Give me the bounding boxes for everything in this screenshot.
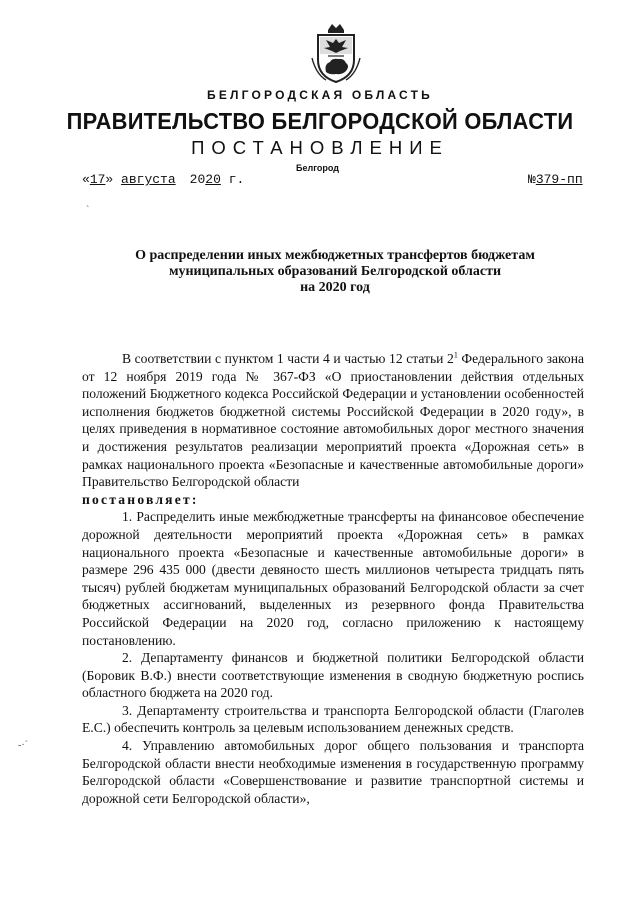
date-month: августа (121, 172, 176, 187)
paragraph-item-1: 1. Распределить иные межбюджетные трансферты на финансовое обеспечение дорожной деятельности мероприятий проекта «Дорожная сеть» в рамках национального проекта «Безопасные и качественные автомобильные дороги» в размере 296 435 000 (двести девяносто шесть миллионов четыреста тридцать пять тысяч) рублей бюджетам муниципальных образований Белгородской области за счет бюджетных ассигнований, выделенных из резервного фонда Правительства Российской Федерации на 2020 год, согласно приложению к настоящему постановлению. (82, 509, 584, 648)
paragraph-resolves (82, 491, 584, 509)
date-close-quote: » (105, 172, 114, 187)
date-year-prefix: 20 (189, 172, 206, 187)
coat-of-arms-emblem (306, 22, 366, 84)
document-type: ПОСТАНОВЛЕНИЕ (191, 137, 449, 158)
decree-date (82, 172, 244, 187)
city-name: Белгород (296, 163, 339, 173)
paragraph-preamble (82, 350, 584, 491)
stray-mark: -·ˊ (18, 740, 28, 751)
title-line: О распределении иных межбюджетных трансфертов бюджетам (135, 248, 535, 263)
decree-number (528, 172, 583, 187)
preamble-text: В соответствии с пунктом 1 части 4 и частью 12 статьи 2 (122, 351, 454, 366)
paragraph-item-4: 4. Управлению автомобильных дорог общего пользования и транспорта Белгородской области внести необходимые изменения в государственную программу Белгородской области «Совершенствование и развитие транспортной системы и дорожной сети Белгородской области», (82, 738, 584, 806)
number-sign: № (528, 172, 536, 187)
date-year-suffix: 20 (205, 172, 221, 187)
government-name: ПРАВИТЕЛЬСТВО БЕЛГОРОДСКОЙ ОБЛАСТИ (66, 108, 574, 134)
number-value: 379-пп (535, 172, 583, 187)
resolves-word: постановляет: (82, 491, 199, 507)
region-name: БЕЛГОРОДСКАЯ ОБЛАСТЬ (207, 88, 433, 102)
paragraph-item-3: 3. Департаменту строительства и транспорта Белгородской области (Глаголев Е.С.) обеспечить контроль за целевым использованием денежных средств. (82, 702, 584, 736)
document-body (82, 350, 584, 807)
date-year-suffix-g: г. (228, 172, 245, 187)
document-title (100, 248, 570, 296)
title-line: на 2020 год (300, 280, 370, 295)
date-open-quote: « (82, 172, 90, 187)
title-line: муниципальных образований Белгородской области (168, 264, 502, 279)
date-day: 17 (89, 172, 106, 187)
paragraph-item-2: 2. Департаменту финансов и бюджетной политики Белгородской области (Боровик В.Ф.) внести соответствующие изменения в сводную бюджетную роспись областного бюджета на 2020 год. (82, 650, 584, 701)
preamble-text-cont: Федерального закона от 12 ноября 2019 года № 367-ФЗ «О приостановлении действия отдельных положений Бюджетного кодекса Российской Федерации и установлении особенностей исполнения бюджетов бюджетной системы Российской Федерации в 2020 году», в целях приведения в нормативное состояние автомобильных дорог местного значения и достижения результатов реализации мероприятий проекта «Дорожная сеть» в рамках национального проекта «Безопасные и качественные автомобильные дороги» Правительство Белгородской области (82, 351, 584, 490)
superscript: 1 (453, 350, 458, 360)
stray-mark: ˋ (86, 205, 90, 216)
